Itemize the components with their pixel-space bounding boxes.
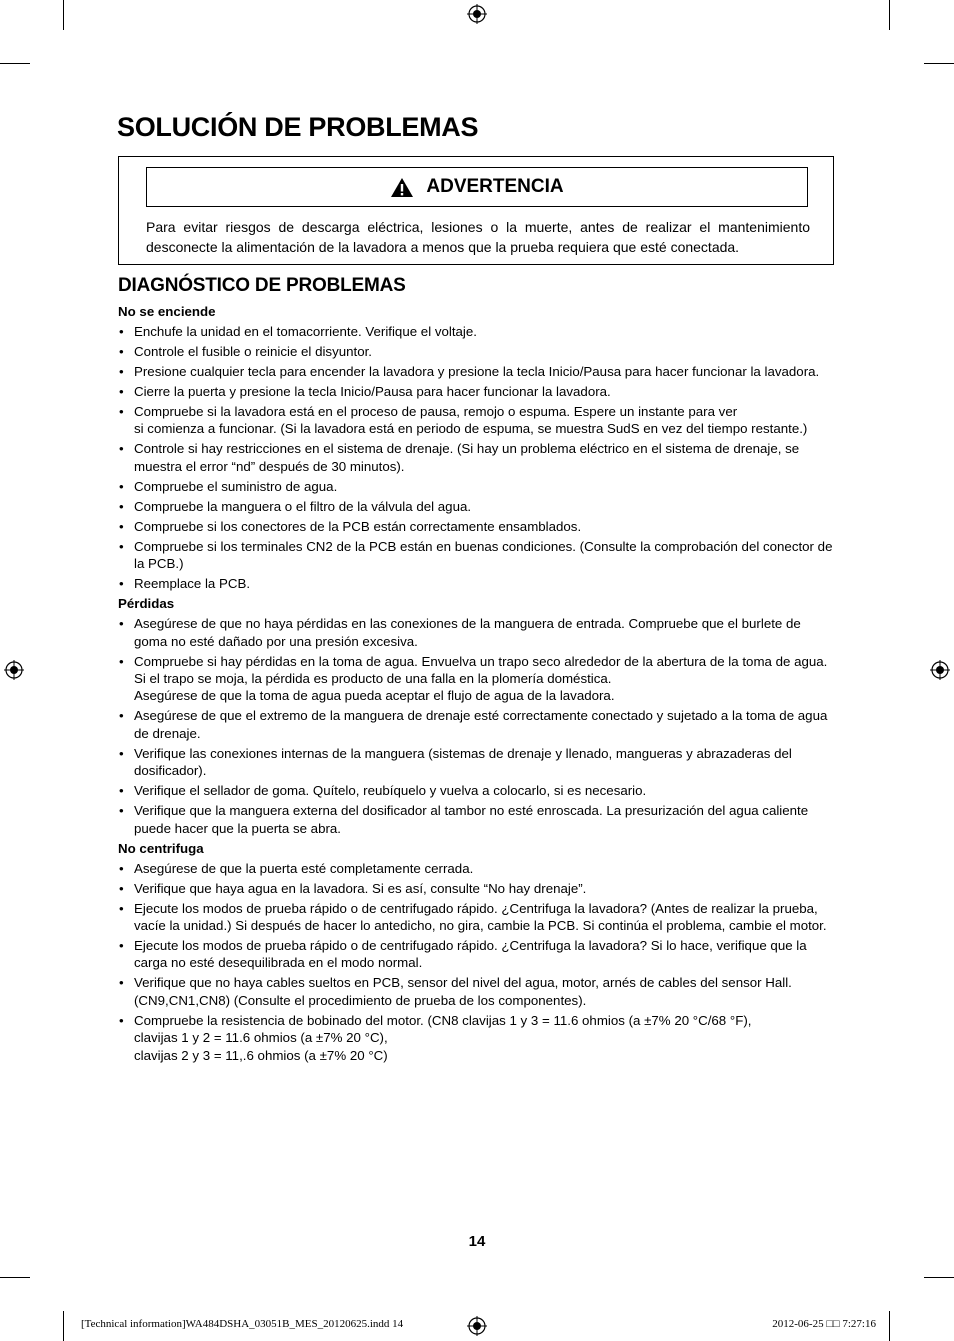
crop-mark: [63, 0, 64, 30]
list-item: [118, 900, 836, 935]
warning-header: [146, 167, 808, 207]
list-item-text: • Compruebe el suministro de agua.: [134, 478, 338, 494]
list-item: [118, 498, 836, 515]
list-item-text: • Compruebe si hay pérdidas en la toma de agua. Envuelva un trapo seco alrededor de la abertura de la toma de agua. Si el trapo se moja, la pérdida es producto de una falla en la plomería doméstica. Asegúrese de que la toma de agua pueda aceptar el flujo de agua de la lavadora.: [134, 653, 828, 704]
list-item: [118, 974, 836, 1009]
bullet-list: [118, 615, 836, 837]
page-title: SOLUCIÓN DE PROBLEMAS: [117, 112, 479, 142]
crop-mark: [0, 1277, 30, 1278]
diagnosis-content: [118, 303, 836, 1067]
crop-mark: [889, 1311, 890, 1341]
list-item-text: • Asegúrese de que la puerta esté completamente cerrada.: [134, 860, 474, 876]
list-item-text: • Compruebe si la lavadora está en el proceso de pausa, remojo o espuma. Espere un instante para ver si comienza a funcionar. (Si la lavadora está en periodo de espuma, se muestra SudS en vez del tiempo restante.): [134, 404, 808, 437]
list-item: [118, 782, 836, 799]
list-item: [118, 653, 836, 705]
list-item-text: • Compruebe si los conectores de la PCB están correctamente ensamblados.: [134, 518, 582, 534]
subsection-heading: No se enciende: [118, 304, 216, 319]
page-number: 14: [468, 1233, 486, 1250]
list-item: [118, 860, 836, 877]
list-item: [118, 538, 836, 573]
warning-box: [118, 156, 834, 265]
print-slug-date: 2012-06-25 ​□□ 7:27:16: [772, 1318, 876, 1330]
list-item: [118, 575, 836, 592]
list-item-text: • Verifique que haya agua en la lavadora. Si es así, consulte “No hay drenaje”.: [134, 880, 587, 896]
list-item: [118, 615, 836, 650]
crop-mark: [889, 0, 890, 30]
list-item-text: • Reemplace la PCB.: [134, 576, 251, 592]
list-item: [118, 802, 836, 837]
list-item: [118, 745, 836, 780]
registration-mark-icon: [4, 660, 24, 680]
crop-mark: [63, 1311, 64, 1341]
registration-mark-icon: [467, 4, 487, 24]
section-title: DIAGNÓSTICO DE PROBLEMAS: [118, 275, 406, 296]
list-item-text: • Cierre la puerta y presione la tecla Inicio/Pausa para hacer funcionar la lavadora.: [134, 384, 611, 399]
list-item-text: • Compruebe si los terminales CN2 de la PCB están en buenas condiciones. (Consulte la comprobación del conector de la PCB.): [134, 538, 833, 572]
list-item-text: • Compruebe la resistencia de bobinado del motor. (CN8 clavijas 1 y 3 = 11.6 ohmios (a ±7% 20 °C/68 °F), clavijas 1 y 2 = 11.6 ohmios (a ±7% 20 °C), clavijas 2 y 3 = 11,.6 ohmios (a ±7% 20 °C): [134, 1012, 752, 1063]
list-item: [118, 880, 836, 897]
list-item-text: • Compruebe la manguera o el filtro de la válvula del agua.: [134, 498, 472, 514]
list-item-text: • Enchufe la unidad en el tomacorriente. Verifique el voltaje.: [134, 324, 477, 339]
crop-mark: [924, 1277, 954, 1278]
registration-mark-icon: [930, 660, 950, 680]
warning-triangle-icon: [390, 177, 414, 198]
warning-title: ADVERTENCIA: [426, 176, 564, 197]
list-item: [118, 518, 836, 535]
print-slug-file: [Technical information]WA484DSHA_03051B_MES_20120625.indd 14: [81, 1318, 404, 1330]
list-item-text: • Verifique que la manguera externa del dosificador al tambor no esté enroscada. La presurización del agua caliente puede hacer que la puerta se abra.: [134, 803, 809, 836]
list-item-text: • Asegúrese de que el extremo de la manguera de drenaje esté correctamente conectado y sujetado a la toma de agua de drenaje.: [134, 708, 828, 741]
list-item-text: • Ejecute los modos de prueba rápido o de centrifugado rápido. ¿Centrifuga la lavadora? Si lo hace, verifique que la carga no esté desequilibrada en el modo normal.: [134, 938, 807, 971]
registration-mark-icon: [467, 1316, 487, 1336]
list-item: [118, 343, 836, 360]
list-item: [118, 363, 836, 380]
list-item: [118, 1012, 836, 1064]
list-item-text: • Verifique las conexiones internas de la manguera (sistemas de drenaje y llenado, mangueras y abrazaderas del dosificador).: [134, 745, 792, 779]
crop-mark: [0, 63, 30, 64]
list-item-text: • Asegúrese de que no haya pérdidas en las conexiones de la manguera de entrada. Compruebe que el burlete de goma no esté dañado por una presión excesiva.: [134, 616, 801, 649]
list-item-text: • Verifique el sellador de goma. Quítelo, reubíquelo y vuelva a colocarlo, si es necesario.: [134, 783, 647, 799]
list-item: [118, 440, 836, 475]
bullet-list: [118, 323, 836, 593]
list-item-text: • Presione cualquier tecla para encender la lavadora y presione la tecla Inicio/Pausa para hacer funcionar la lavadora.: [134, 364, 820, 379]
list-item: [118, 383, 836, 400]
list-item-text: • Controle si hay restricciones en el sistema de drenaje. (Si hay un problema eléctrico en el sistema de drenaje, se muestra el error “nd” después de 30 minutos).: [134, 441, 800, 474]
list-item-text: • Verifique que no haya cables sueltos en PCB, sensor del nivel del agua, motor, arnés de cables del sensor Hall. (CN9,CN1,CN8) (Consulte el procedimiento de prueba de los componentes).: [134, 975, 792, 1008]
list-item: [118, 323, 836, 340]
bullet-list: [118, 860, 836, 1064]
subsection-heading: Pérdidas: [118, 596, 175, 612]
list-item: [118, 937, 836, 972]
list-item: [118, 707, 836, 742]
list-item: [118, 403, 836, 438]
subsection-heading: No centrifuga: [118, 840, 204, 856]
list-item: [118, 478, 836, 495]
list-item-text: • Controle el fusible o reinicie el disyuntor.: [134, 344, 372, 359]
warning-text: Para evitar riesgos de descarga eléctrica, lesiones o la muerte, antes de realizar el mantenimiento desconecte la alimentación de la lavadora a menos que la prueba requiera que esté conectada.: [146, 219, 810, 255]
list-item-text: • Ejecute los modos de prueba rápido o de centrifugado rápido. ¿Centrifuga la lavadora? (Antes de realizar la prueba, vacíe la unidad.) Si después de hacer lo antedicho, no gira, cambie la PCB. Si continúa el problema, cambie el motor.: [134, 900, 827, 934]
crop-mark: [924, 63, 954, 64]
